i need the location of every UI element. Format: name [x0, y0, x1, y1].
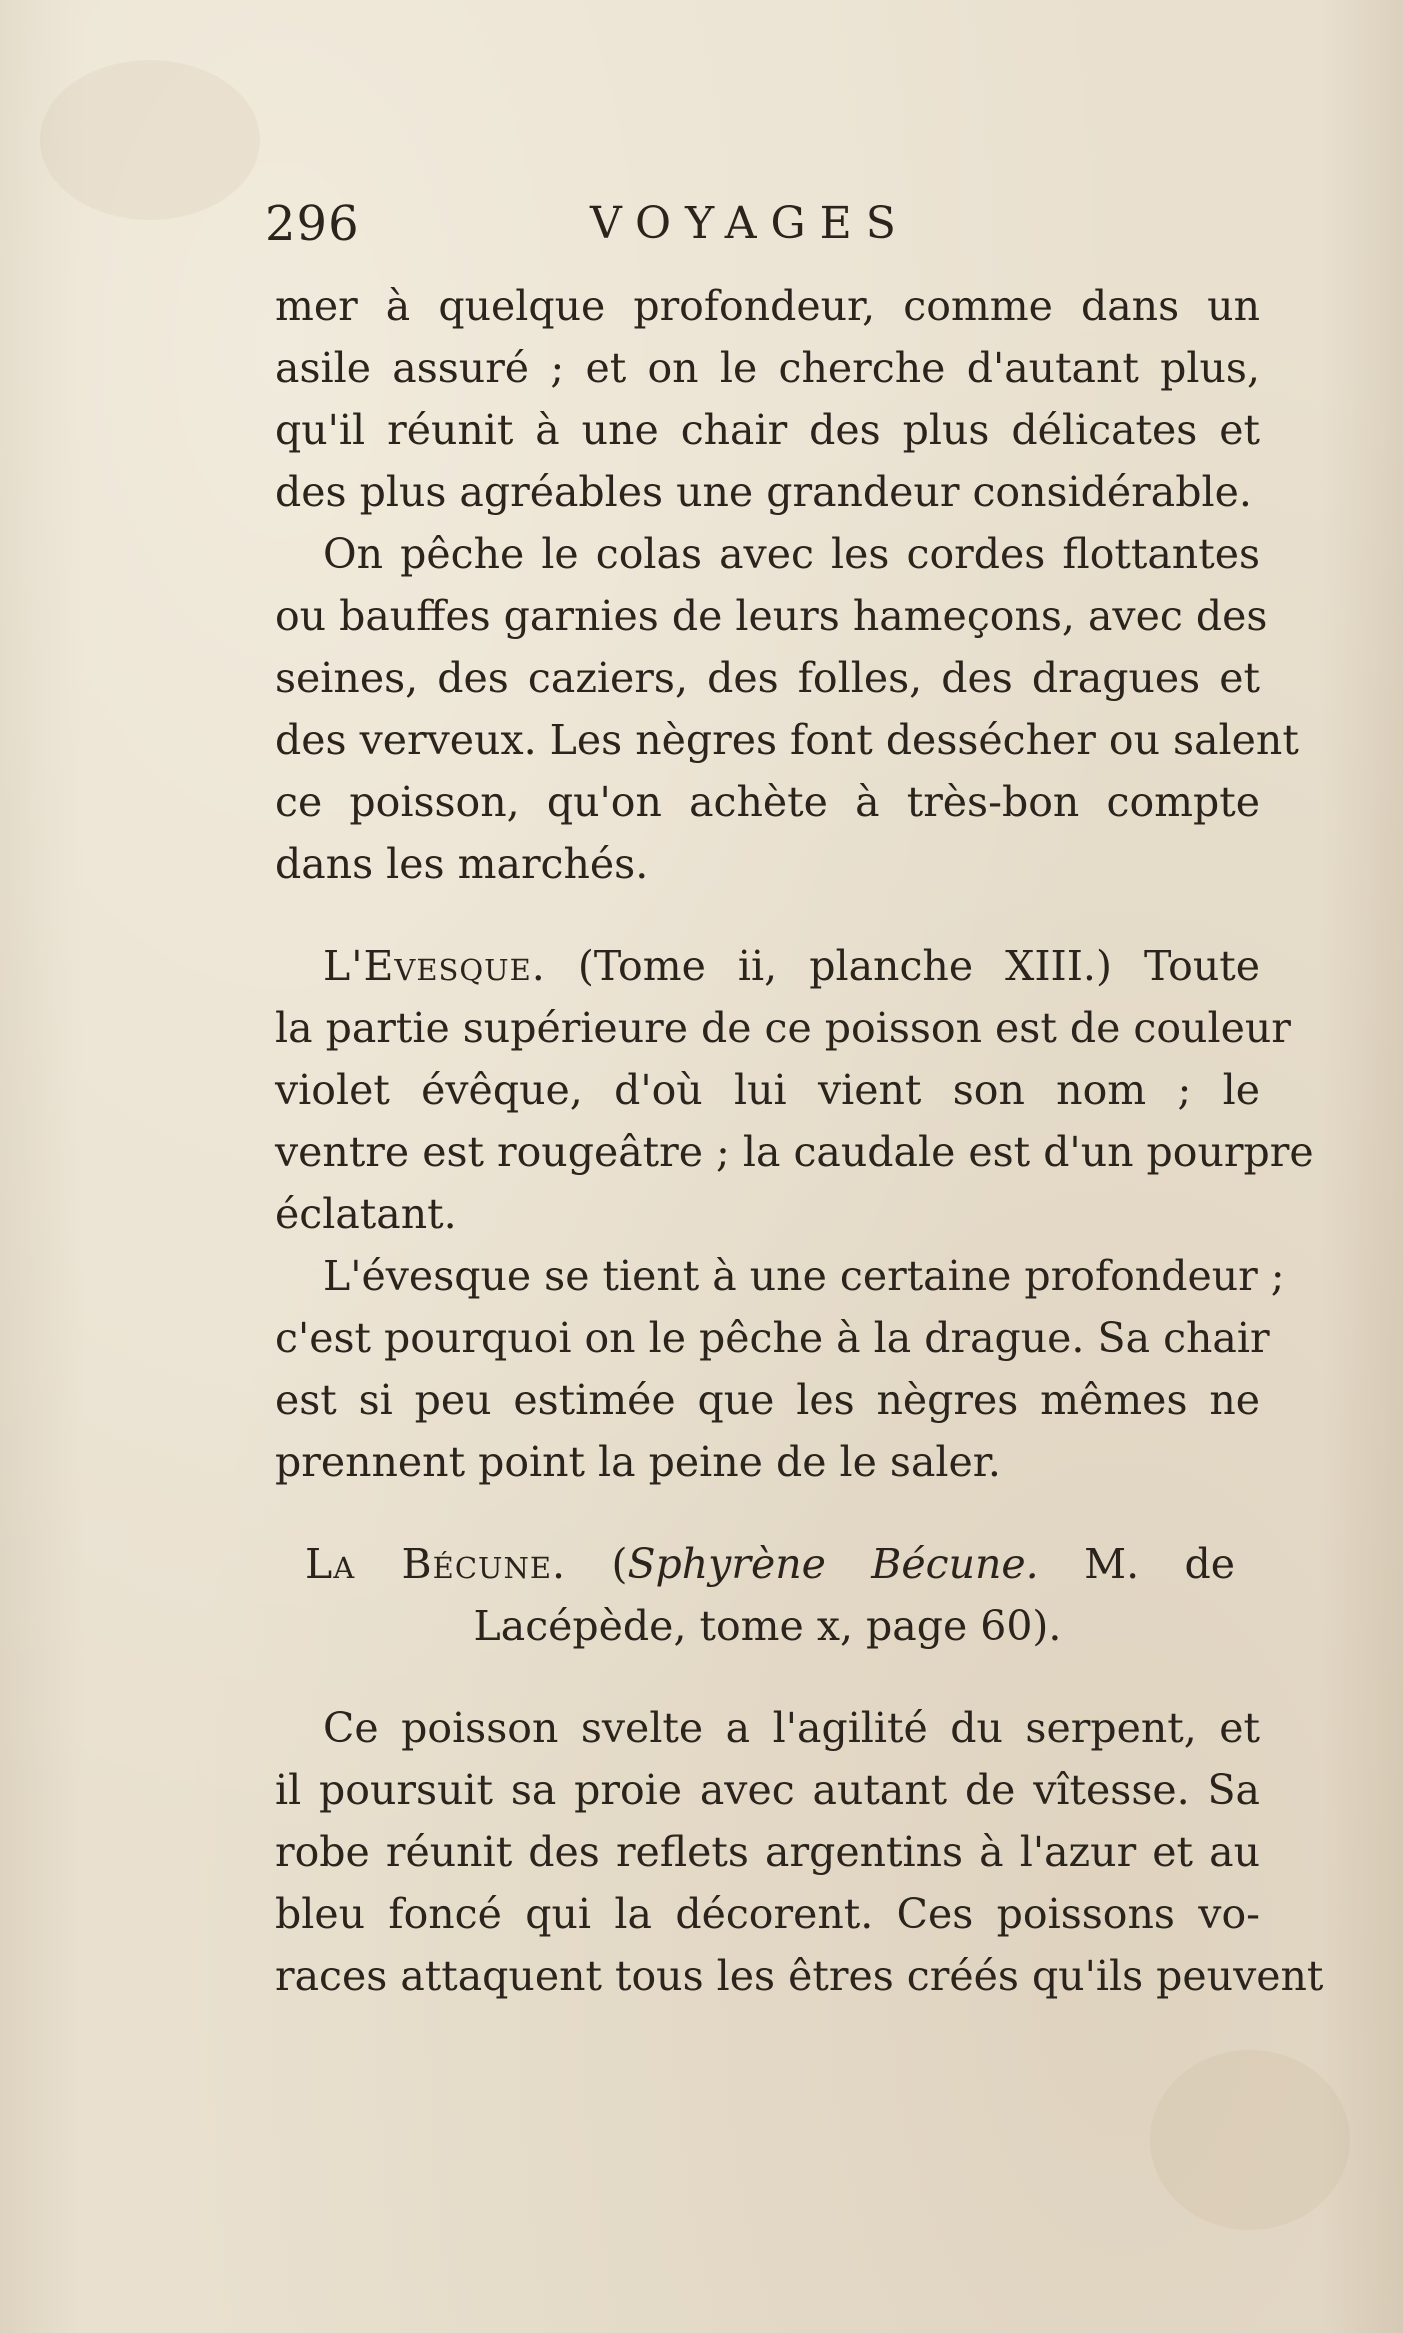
text-line: asile assuré ; et on le cherche d'autant plus, — [275, 344, 1260, 392]
text-line: il poursuit sa proie avec autant de vîtesse. Sa — [275, 1766, 1260, 1814]
text-run: ( — [566, 1540, 628, 1588]
text-line: seines, des caziers, des folles, des dragues et — [275, 654, 1260, 702]
body-text — [275, 275, 1324, 2007]
species-heading — [275, 1533, 1260, 1657]
text-line: Ce poisson svelte a l'agilité du serpent, et — [323, 1704, 1260, 1752]
text-line: On pêche le colas avec les cordes flottantes — [323, 530, 1260, 578]
text-line: des plus agréables une grandeur considérable. — [275, 468, 1252, 516]
page-header — [265, 196, 965, 266]
paragraph-evesque — [275, 935, 1314, 1245]
text-line — [275, 935, 1260, 997]
text-line: éclatant. — [275, 1190, 457, 1238]
text-line: robe réunit des reflets argentins à l'azur et au — [275, 1828, 1260, 1876]
text-line: violet évêque, d'où lui vient son nom ; le — [275, 1066, 1260, 1114]
text-line: prennent point la peine de le saler. — [275, 1438, 1001, 1486]
paragraph-evesque-habitat — [275, 1245, 1285, 1493]
latin-name: Sphyrène Bécune. — [627, 1540, 1039, 1588]
species-name: L'Evesque. — [323, 942, 546, 990]
text-line: L'évesque se tient à une certaine profondeur ; — [323, 1252, 1285, 1300]
text-line: races attaquent tous les êtres créés qu'ils peuvent — [275, 1952, 1324, 2000]
text-line: des verveux. Les nègres font dessécher ou salent — [275, 716, 1299, 764]
paragraph-gap — [275, 1493, 1260, 1533]
text-line: dans les marchés. — [275, 840, 649, 888]
paper-stain — [40, 60, 260, 220]
paragraph-gap — [275, 895, 1260, 935]
heading-line: Lacépède, tome x, page 60). — [473, 1602, 1062, 1650]
species-name: La Bécune. — [305, 1540, 567, 1588]
page-number: 296 — [265, 196, 360, 252]
heading-line — [275, 1533, 1235, 1595]
paragraph-becune — [275, 1697, 1324, 2007]
text-line: qu'il réunit à une chair des plus délicates et — [275, 406, 1260, 454]
paper-stain — [1150, 2050, 1350, 2230]
text-line: ce poisson, qu'on achète à très-bon compte — [275, 778, 1260, 826]
text-line: ou bauffes garnies de leurs hameçons, avec des — [275, 592, 1268, 640]
text-line: bleu foncé qui la décorent. Ces poissons vo- — [275, 1890, 1260, 1938]
paragraph-colas-fishing — [275, 523, 1299, 895]
text-line: ventre est rougeâtre ; la caudale est d'un pourpre — [275, 1128, 1314, 1176]
text-run: (Tome ii, planche XIII.) Toute — [545, 942, 1260, 990]
text-run: M. de — [1038, 1540, 1235, 1588]
running-head: VOYAGES — [590, 198, 910, 249]
text-line: mer à quelque profondeur, comme dans un — [275, 282, 1260, 330]
text-line: la partie supérieure de ce poisson est de couleur — [275, 1004, 1291, 1052]
paragraph-gap — [275, 1657, 1260, 1697]
text-line: c'est pourquoi on le pêche à la drague. Sa chair — [275, 1314, 1270, 1362]
paragraph-continuation — [275, 275, 1260, 523]
text-line: est si peu estimée que les nègres mêmes ne — [275, 1376, 1260, 1424]
